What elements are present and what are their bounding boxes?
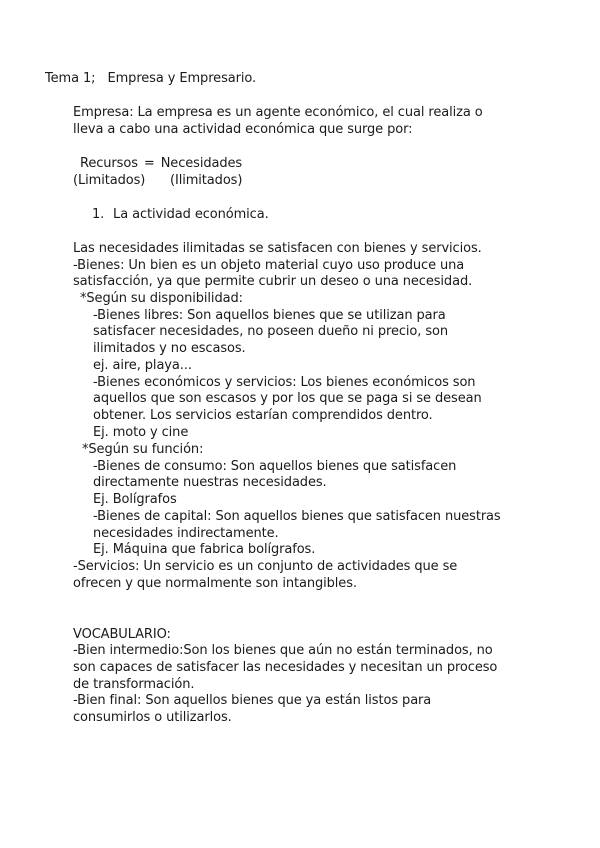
body-line: -Bienes: Un bien es un objeto material cuyo uso produce una [73, 258, 465, 273]
formula-right: Necesidades [160, 156, 243, 171]
formula-right-note: (Ilimitados) [170, 173, 243, 188]
formula [80, 155, 242, 172]
section-1-heading [92, 206, 269, 223]
body-line: satisfacer necesidades, no poseen dueño ni precio, son [93, 324, 448, 339]
vocab-line: son capaces de satisfacer las necesidades y necesitan un proceso [73, 660, 498, 675]
body-line: ilimitados y no escasos. [93, 341, 246, 356]
formula-left-note: (Limitados) [73, 173, 146, 188]
body-line: -Bienes libres: Son aquellos bienes que se utilizan para [93, 308, 446, 323]
intro-line-2: lleva a cabo una actividad económica que surge por: [73, 122, 413, 137]
body-line: -Bienes económicos y servicios: Los bienes económicos son [93, 375, 476, 390]
vocab-heading: VOCABULARIO: [73, 627, 171, 642]
formula-left: Recursos [80, 156, 138, 171]
body-line: -Bienes de capital: Son aquellos bienes que satisfacen nuestras [93, 509, 501, 524]
formula-equals: = [143, 156, 155, 171]
vocab-line: consumirlos o utilizarlos. [73, 710, 232, 725]
body-line: Las necesidades ilimitadas se satisfacen con bienes y servicios. [73, 241, 482, 256]
document-title [45, 70, 256, 87]
body-line: ofrecen y que normalmente son intangibles. [73, 576, 357, 591]
section-1-number: 1. [92, 207, 105, 222]
body-line: satisfacción, ya que permite cubrir un deseo o una necesidad. [73, 274, 473, 289]
body-line: aquellos que son escasos y por los que se paga si se desean [93, 391, 482, 406]
body-line: obtener. Los servicios estarían comprendidos dentro. [93, 408, 433, 423]
vocab-line: -Bien intermedio:Son los bienes que aún no están terminados, no [73, 643, 493, 658]
topic-number: Tema 1; [45, 71, 96, 86]
section-1-label: La actividad económica. [113, 207, 269, 222]
example-line: Ej. moto y cine [93, 425, 189, 440]
body-line: -Servicios: Un servicio es un conjunto de actividades que se [73, 559, 458, 574]
vocab-line: -Bien final: Son aquellos bienes que ya están listos para [73, 693, 432, 708]
intro-line-1: Empresa: La empresa es un agente económico, el cual realiza o [73, 105, 483, 120]
subheading-disponibilidad: *Según su disponibilidad: [80, 291, 243, 306]
topic-heading: Empresa y Empresario. [107, 71, 257, 86]
body-line: necesidades indirectamente. [93, 526, 279, 541]
example-line: Ej. Bolígrafos [93, 492, 177, 507]
example-line: ej. aire, playa... [93, 358, 192, 373]
body-line: -Bienes de consumo: Son aquellos bienes que satisfacen [93, 459, 457, 474]
example-line: Ej. Máquina que fabrica bolígrafos. [93, 542, 316, 557]
subheading-funcion: *Según su función: [82, 442, 204, 457]
vocab-line: de transformación. [73, 677, 195, 692]
body-line: directamente nuestras necesidades. [93, 475, 327, 490]
